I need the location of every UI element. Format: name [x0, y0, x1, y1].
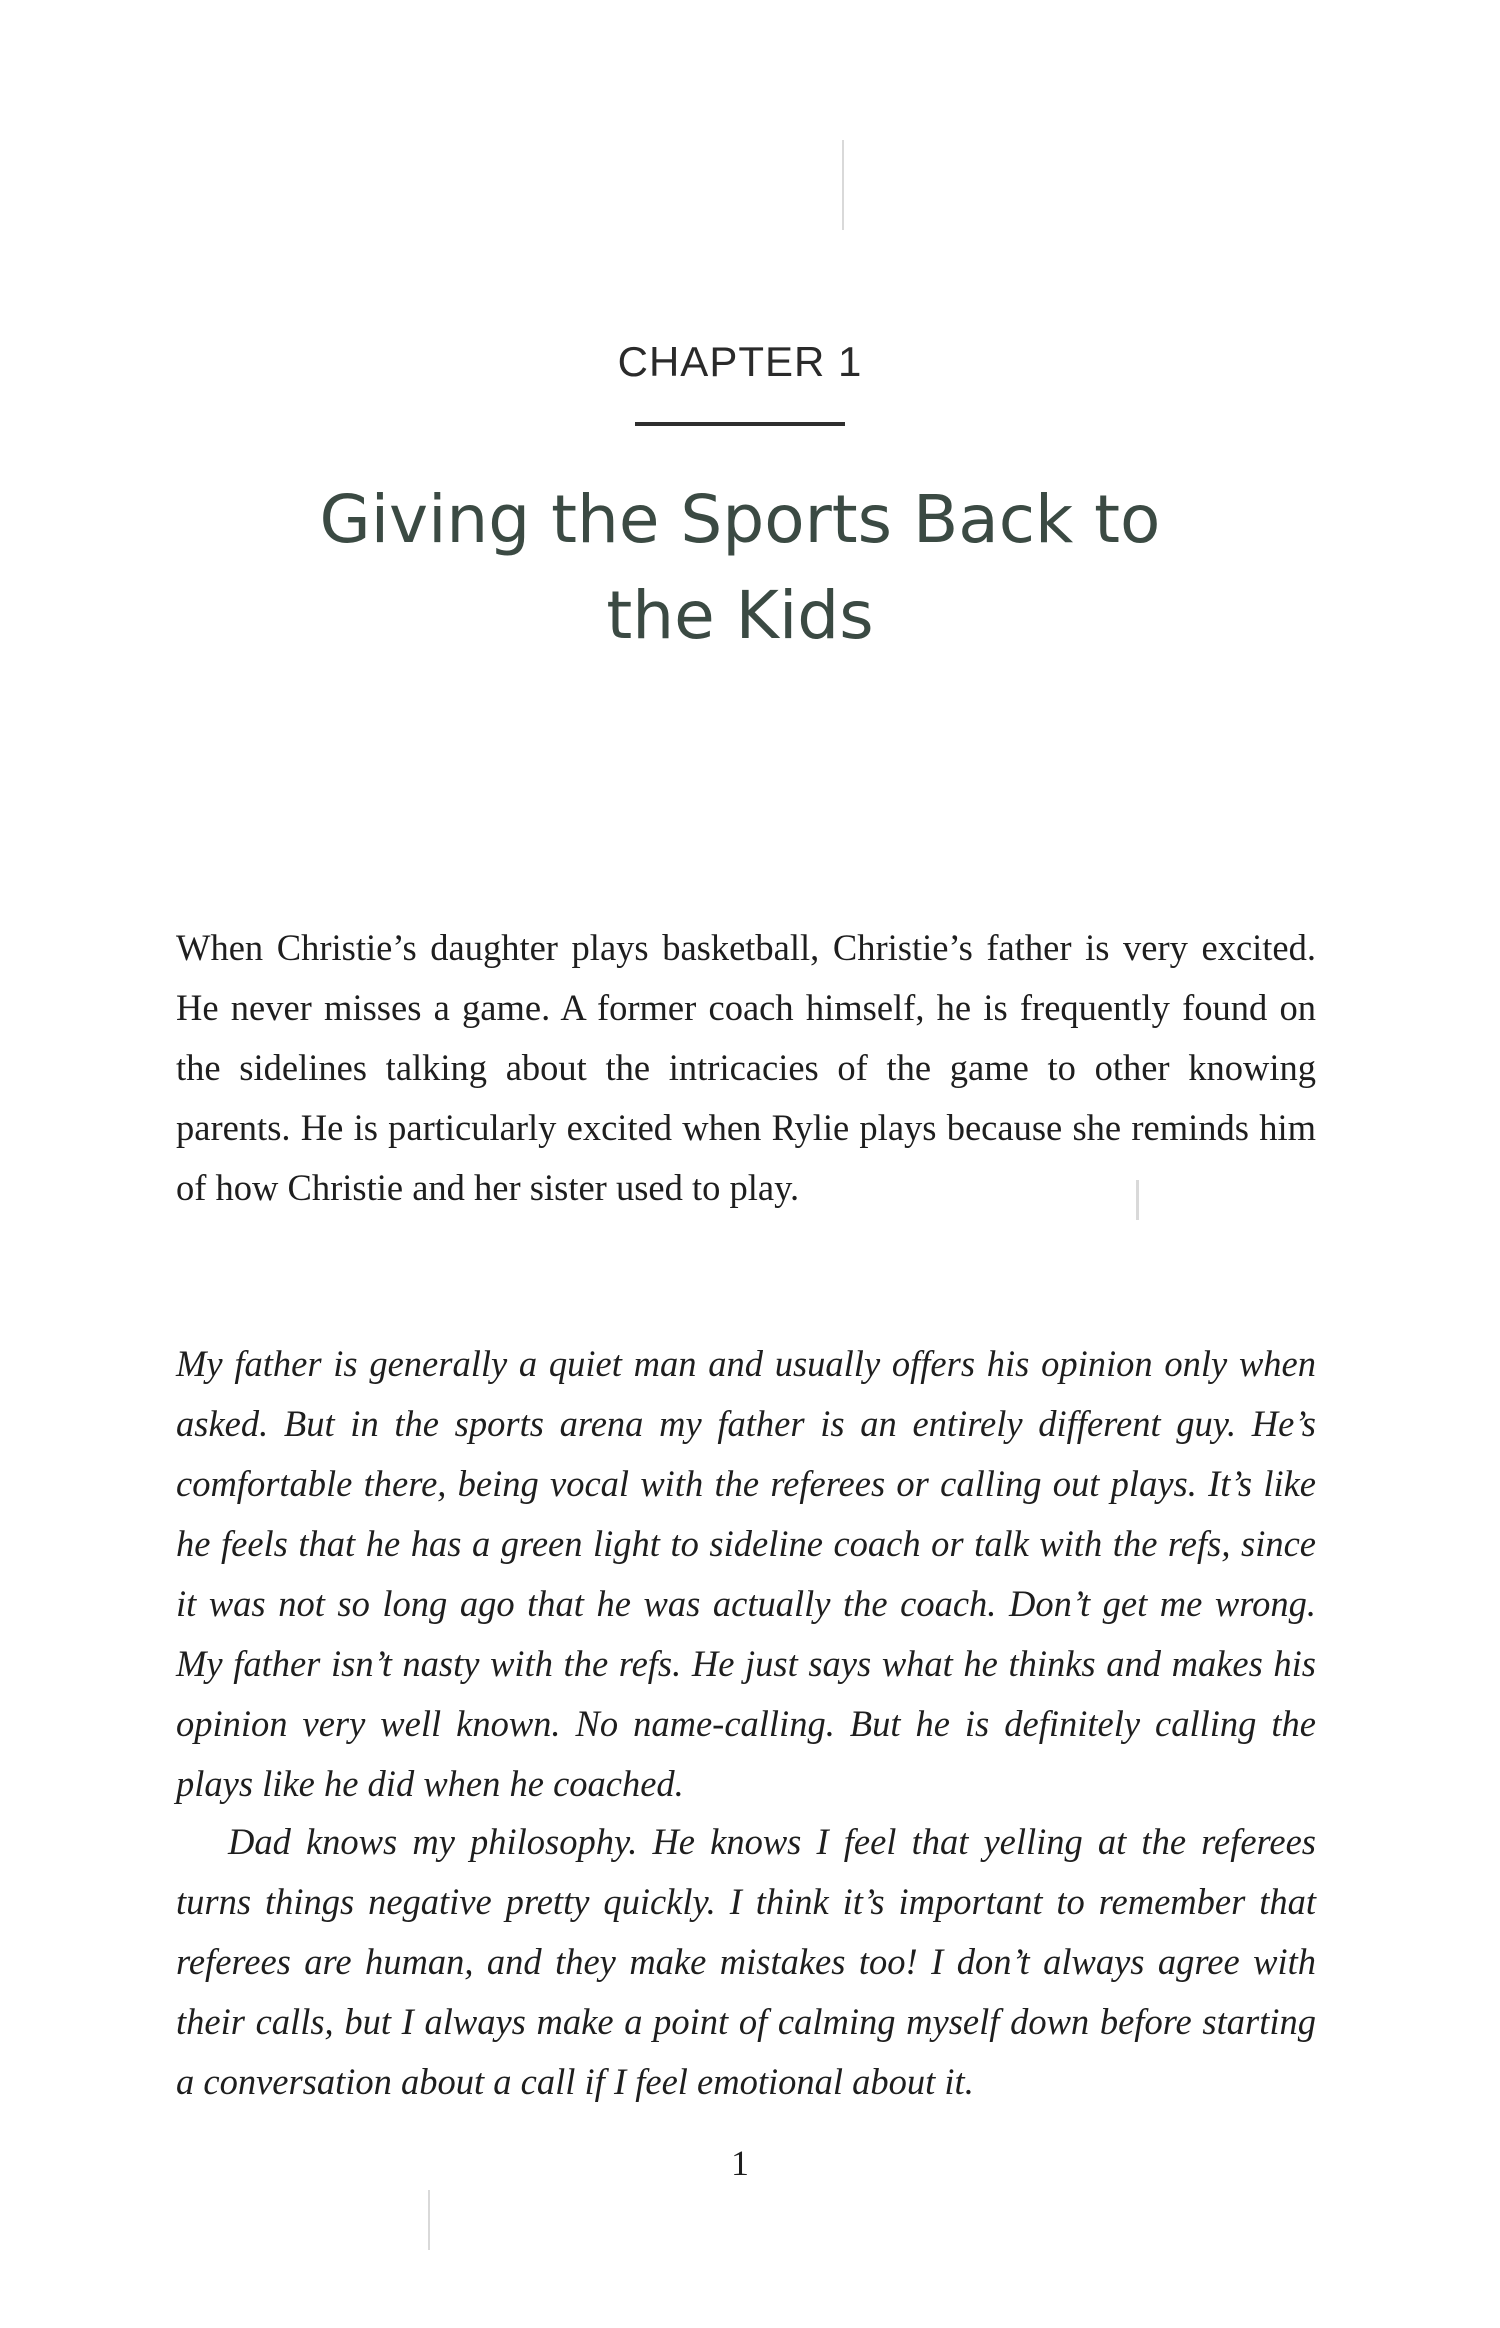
- scan-artifact-line: [842, 140, 844, 230]
- chapter-label: CHAPTER 1: [617, 338, 863, 385]
- page-number: 1: [731, 2143, 749, 2183]
- quote-paragraph-2: Dad knows my philosophy. He knows I feel that yelling at the referees turns things negative pretty quickly. I think it’s important to remember that referees are human, and they make mistakes too! I don’t always agree with their calls, but I always make a point of calming myself down before starting a conversation about a call if I feel emotional about it.: [176, 1821, 1316, 2102]
- scan-artifact-line: [428, 2190, 430, 2250]
- chapter-title-line-1: Giving the Sports Back to: [319, 481, 1161, 558]
- chapter-title: [0, 472, 1480, 664]
- quote-paragraph-1: My father is generally a quiet man and usually offers his opinion only when asked. But in the sports arena my father is an entirely different guy. He’s comfortable there, being vocal with the referees or calling out plays. It’s like he feels that he has a green light to sideline coach or talk with the refs, since it was not so long ago that he was actually the coach. Don’t get me wrong. My father isn’t nasty with the refs. He just says what he thinks and makes his opinion very well known. No name-calling. But he is definitely calling the plays like he did when he coached.: [176, 1343, 1316, 1804]
- intro-paragraph: When Christie’s daughter plays basketball, Christie’s father is very excited. He never misses a game. A former coach himself, he is frequently found on the sidelines talking about the intricacies of the game to other knowing parents. He is particularly excited when Rylie plays because she reminds him of how Christie and her sister used to play.: [176, 927, 1316, 1208]
- chapter-divider: [635, 422, 845, 426]
- chapter-title-line-2: the Kids: [606, 577, 874, 654]
